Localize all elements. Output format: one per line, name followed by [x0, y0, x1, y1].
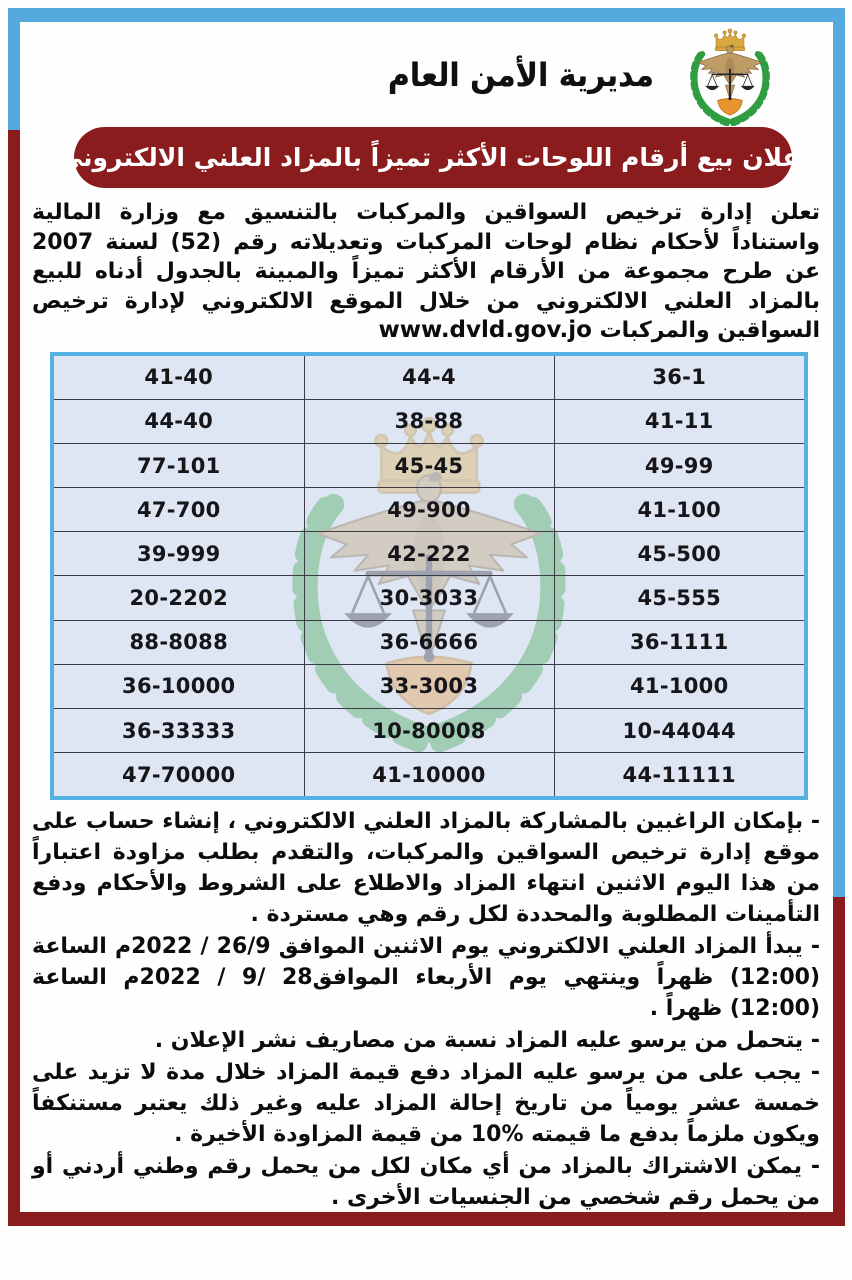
note-item: - يتحمل من يرسو عليه المزاد نسبة من مصاريف نشر الإعلان . [154, 1028, 820, 1053]
intro-text: تعلن إدارة ترخيص السواقين والمركبات بالتنسيق مع وزارة المالية واستناداً لأحكام نظام لوحات المركبات وتعديلاته رقم (52) لسنة 2007 عن طرح مجموعة من الأرقام الأكثر تميزاً والمبينة بالجدول أدناه للبيع بالمزاد العلني الالكتروني من خلال الموقع الالكتروني لإدارة ترخيص السواقين والمركبات [32, 200, 821, 343]
plate-number-cell: 45-500 [554, 532, 804, 576]
plate-number-cell: 30-3033 [304, 576, 554, 620]
plate-number-cell: 36-10000 [54, 664, 304, 708]
plate-number-cell: 33-3003 [304, 664, 554, 708]
note-item: - يجب على من يرسو عليه المزاد دفع قيمة المزاد خلال مدة لا تزيد على خمسة عشر يومياً من تاريخ إحالة المزاد عليه وغير ذلك يعتبر مستنكفاً ويكون ملزماً بدفع ما قيمته %10 من قيمة المزاودة الأخيرة . [32, 1060, 820, 1147]
note-item: - يبدأ المزاد العلني الالكتروني يوم الاثنين الموافق 26/9 / 2022م الساعة (12:00) ظهراً وينتهي يوم الأربعاء الموافق28 /9 / 2022م الساعة (12:00) ظهراً . [32, 934, 820, 1021]
plate-number-cell: 20-2202 [54, 576, 304, 620]
frame-left-border-blue [8, 8, 20, 130]
terms-notes [32, 806, 820, 1214]
table-row [54, 620, 804, 664]
table-row [54, 399, 804, 443]
frame-right-border-red [833, 897, 845, 1226]
plate-number-cell: 88-8088 [54, 620, 304, 664]
header [388, 26, 790, 124]
plate-number-cell: 10-80008 [304, 708, 554, 752]
table-row [54, 444, 804, 488]
plate-number-cell: 45-555 [554, 576, 804, 620]
plate-number-cell: 44-40 [54, 399, 304, 443]
frame-bottom-border [8, 1212, 845, 1226]
plate-number-cell: 39-999 [54, 532, 304, 576]
plate-number-cell: 49-900 [304, 488, 554, 532]
plate-number-cell: 42-222 [304, 532, 554, 576]
plates-table-container [50, 352, 808, 800]
plate-number-cell: 45-45 [304, 444, 554, 488]
plates-table [54, 356, 804, 796]
plate-number-cell: 36-6666 [304, 620, 554, 664]
plate-number-cell: 41-11 [554, 399, 804, 443]
plate-number-cell: 47-700 [54, 488, 304, 532]
plate-number-cell: 41-40 [54, 356, 304, 399]
intro-paragraph [32, 198, 820, 346]
plate-number-cell: 41-100 [554, 488, 804, 532]
plate-number-cell: 36-1111 [554, 620, 804, 664]
plate-number-cell: 44-4 [304, 356, 554, 399]
table-row [54, 664, 804, 708]
frame-top-border [8, 8, 845, 22]
plate-number-cell: 41-1000 [554, 664, 804, 708]
note-item: - بإمكان الراغبين بالمشاركة بالمزاد العلني الالكتروني ، إنشاء حساب على موقع إدارة ترخيص السواقين والمركبات، والتقدم بطلب مزاودة اعتباراً من هذا اليوم الاثنين انتهاء المزاد والاطلاع على الشروط والأحكام ودفع التأمينات المطلوبة والمحددة لكل رقم وهي مستردة . [32, 809, 820, 927]
plate-number-cell: 77-101 [54, 444, 304, 488]
note-item: - يمكن الاشتراك بالمزاد من أي مكان لكل من يحمل رقم وطني أردني أو من يحمل رقم شخصي من الجنسيات الأخرى . [32, 1154, 820, 1210]
plate-number-cell: 36-33333 [54, 708, 304, 752]
plate-number-cell: 10-44044 [554, 708, 804, 752]
org-name-calligraphy: مديرية الأمن العام [387, 56, 654, 94]
plate-number-cell: 36-1 [554, 356, 804, 399]
announcement-title-banner [57, 127, 809, 188]
plate-number-cell: 41-10000 [304, 753, 554, 796]
table-row [54, 356, 804, 399]
table-row [54, 532, 804, 576]
plate-number-cell: 38-88 [304, 399, 554, 443]
table-row [54, 488, 804, 532]
frame-right-border-blue [833, 8, 845, 897]
plate-number-cell: 49-99 [554, 444, 804, 488]
plate-number-cell: 44-11111 [554, 753, 804, 796]
table-row [54, 576, 804, 620]
website-url: www.dvld.gov.jo [378, 317, 592, 343]
table-row [54, 753, 804, 796]
table-row [54, 708, 804, 752]
frame-left-border-red [8, 130, 20, 1226]
psd-emblem-logo-icon [670, 24, 790, 126]
announcement-title: إعلان بيع أرقام اللوحات الأكثر تميزاً بالمزاد العلني الالكتروني [57, 143, 809, 172]
plate-number-cell: 47-70000 [54, 753, 304, 796]
